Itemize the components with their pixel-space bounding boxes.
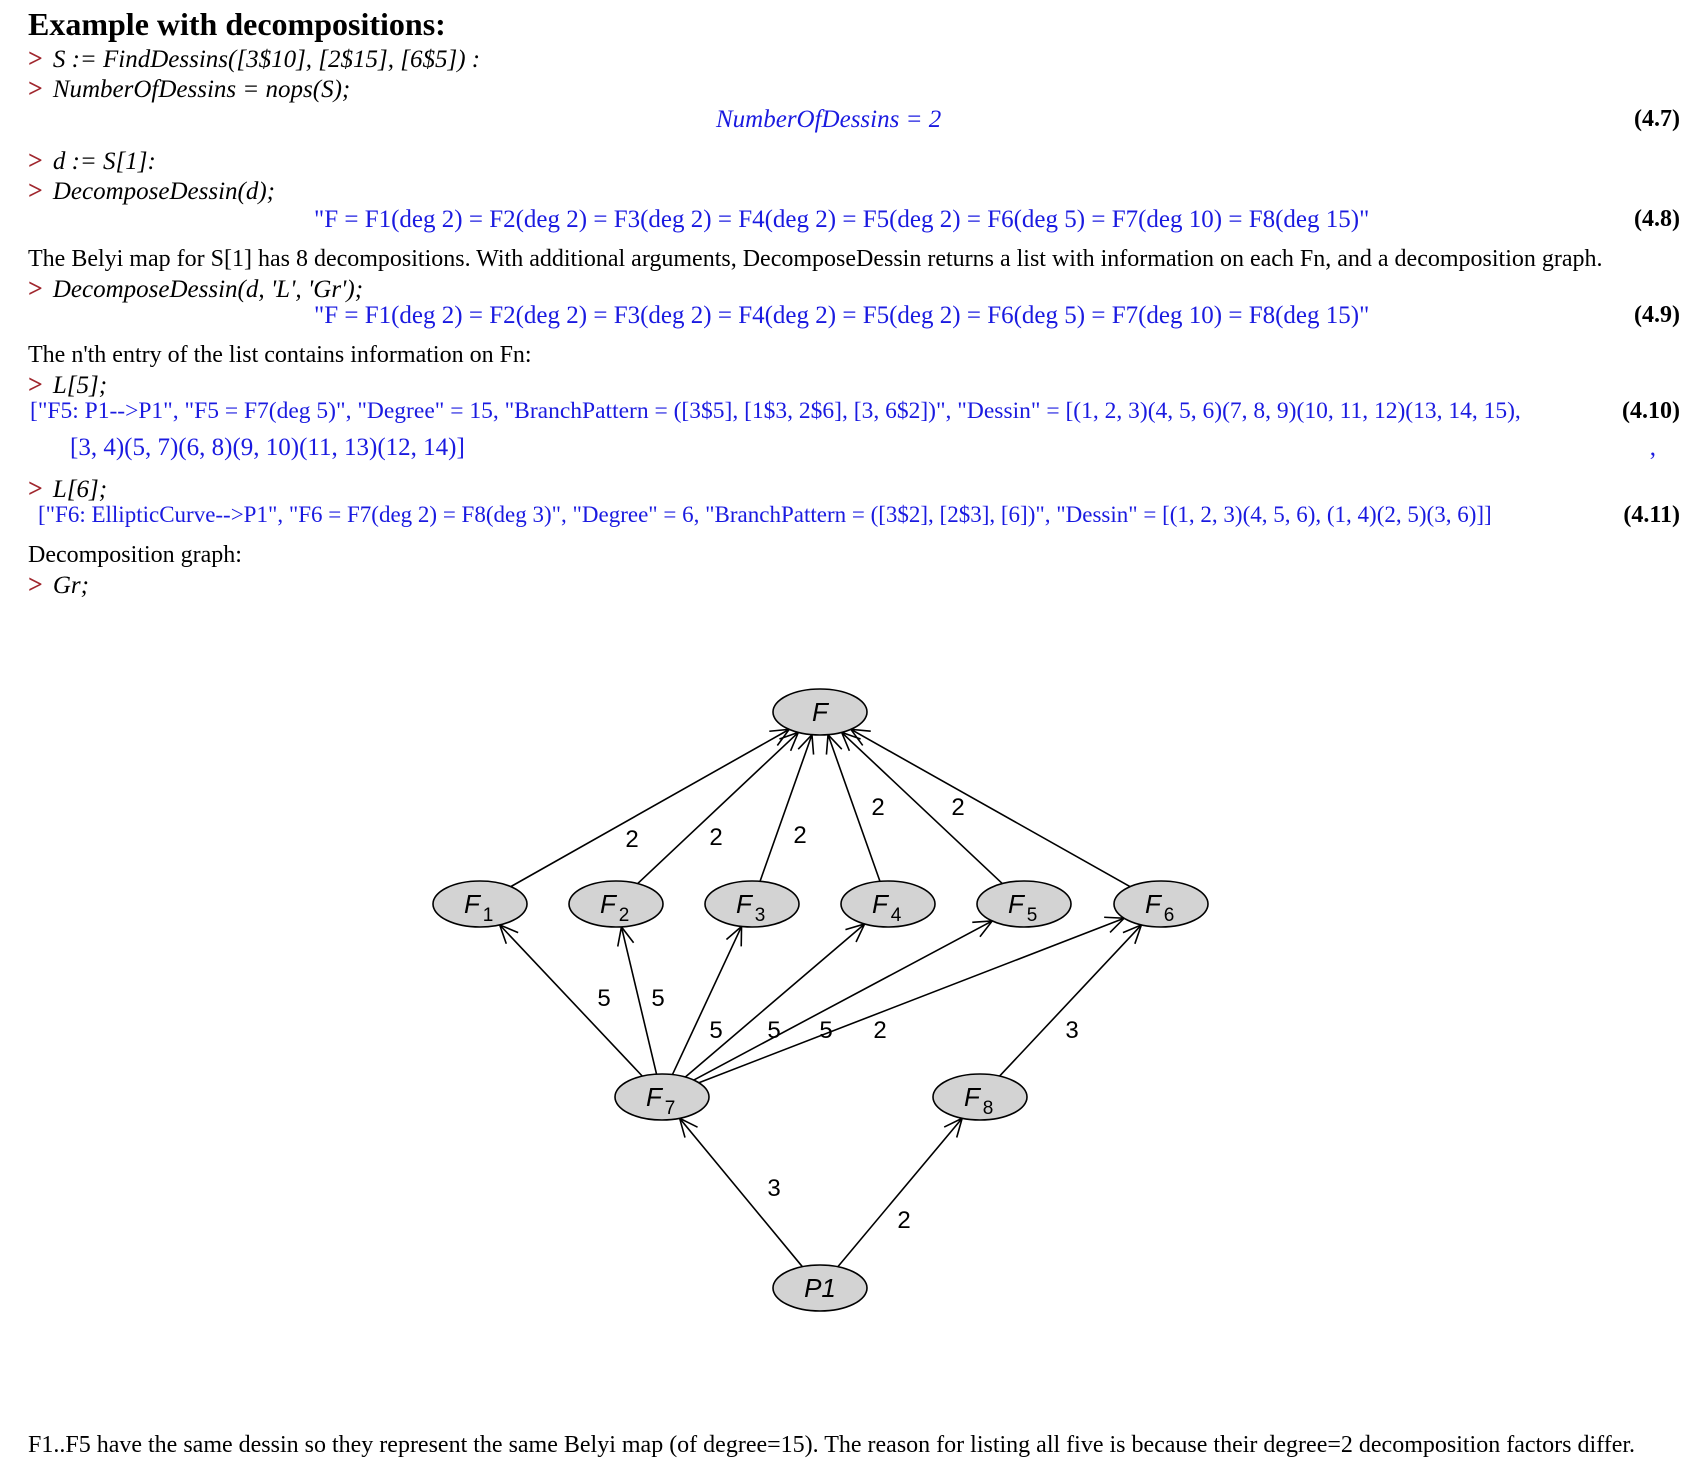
node-label: F xyxy=(964,1082,980,1112)
command-text[interactable]: d := S[1]: xyxy=(52,148,156,175)
output-4-7: NumberOfDessins = 2 xyxy=(716,106,942,133)
explanation-text: The Belyi map for S[1] has 8 decompositions. With additional arguments, DecomposeDessin returns a list with information on each Fn, and a decomposition graph. xyxy=(28,246,1603,272)
output-comma: , xyxy=(1649,434,1656,461)
command-text[interactable]: Gr; xyxy=(52,572,89,599)
graph-edges xyxy=(500,729,1142,1266)
command-text[interactable]: DecomposeDessin(d, 'L', 'Gr'); xyxy=(52,276,364,303)
prompt-symbol: > xyxy=(28,370,43,399)
node-subscript: 1 xyxy=(482,905,494,926)
command-text[interactable]: L[5]; xyxy=(52,372,108,399)
node-subscript: 6 xyxy=(1163,905,1175,926)
output-4-9: "F = F1(deg 2) = F2(deg 2) = F3(deg 2) = F4(deg 2) = F5(deg 2) = F6(deg 5) = F7(deg 10) = F8(deg 15)" xyxy=(314,302,1370,329)
graph-edge-F7-F1 xyxy=(500,925,643,1076)
node-subscript: 3 xyxy=(754,905,766,926)
explanation-text: Decomposition graph: xyxy=(28,542,242,568)
graph-edge-F5-F xyxy=(842,732,1003,883)
graph-node-F5[interactable] xyxy=(977,881,1071,927)
node-label: F xyxy=(1008,889,1024,919)
graph-node-F3[interactable] xyxy=(705,881,799,927)
edge-degree-label: 5 xyxy=(651,985,665,1012)
node-label: F xyxy=(646,1082,662,1112)
equation-label: (4.11) xyxy=(1623,502,1680,528)
prompt-symbol: > xyxy=(28,474,43,503)
graph-edge-F8-F6 xyxy=(1000,925,1142,1076)
node-label: F xyxy=(736,889,752,919)
output-4-8: "F = F1(deg 2) = F2(deg 2) = F3(deg 2) = F4(deg 2) = F5(deg 2) = F6(deg 5) = F7(deg 10) = F8(deg 15)" xyxy=(314,206,1370,233)
node-subscript: 2 xyxy=(618,905,630,926)
edge-degree-label: 5 xyxy=(767,1017,781,1044)
graph-edge-P1-F7 xyxy=(680,1118,803,1266)
prompt-symbol: > xyxy=(28,570,43,599)
graph-edge-P1-F8 xyxy=(838,1118,962,1266)
edge-degree-label: 5 xyxy=(597,985,611,1012)
graph-node-F7[interactable] xyxy=(615,1074,709,1120)
graph-node-F1[interactable] xyxy=(433,881,527,927)
edge-degree-label: 5 xyxy=(709,1017,723,1044)
graph-edge-F1-F xyxy=(511,729,789,886)
edge-degree-label: 2 xyxy=(871,794,885,821)
graph-node-F2[interactable] xyxy=(569,881,663,927)
explanation-text: The n'th entry of the list contains information on Fn: xyxy=(28,342,532,368)
output-4-10-line2: [3, 4)(5, 7)(6, 8)(9, 10)(11, 13)(12, 14)] xyxy=(70,434,465,461)
prompt-symbol: > xyxy=(28,74,43,103)
prompt-symbol: > xyxy=(28,274,43,303)
prompt-symbol: > xyxy=(28,146,43,175)
graph-nodes xyxy=(433,689,1208,1311)
graph-edge-F3-F xyxy=(709,735,813,882)
edge-degree-label: 2 xyxy=(951,794,965,821)
edge-degree-label: 3 xyxy=(1065,1017,1079,1044)
graph-edge-F6-F xyxy=(851,729,1130,886)
output-4-10-line1: ["F5: P1-->P1", "F5 = F7(deg 5)", "Degree" = 15, "BranchPattern = ([3$5], [1$3, 2$6], [3, 6$2])", "Dessin" = [(1, 2, 3)(4, 5, 6)(7, 8, 9)(10, 11, 12)(13, 14, 15), xyxy=(30,398,1521,424)
edge-degree-label: 2 xyxy=(709,824,723,851)
node-subscript: 8 xyxy=(982,1098,994,1119)
node-label: F xyxy=(872,889,888,919)
edge-degree-label: 5 xyxy=(819,1017,833,1044)
equation-label: (4.8) xyxy=(1634,206,1680,232)
edge-degree-label: 2 xyxy=(897,1207,911,1234)
prompt-symbol: > xyxy=(28,176,43,205)
node-label: P1 xyxy=(804,1273,836,1303)
graph-node-F[interactable] xyxy=(773,689,867,735)
prompt-symbol: > xyxy=(28,44,43,73)
graph-node-F6[interactable] xyxy=(1114,881,1208,927)
graph-edge-F7-F2 xyxy=(618,927,665,1074)
node-label: F xyxy=(464,889,480,919)
output-4-11: ["F6: EllipticCurve-->P1", "F6 = F7(deg 2) = F8(deg 3)", "Degree" = 6, "BranchPattern = ([3$2], [2$3], [6])", "Dessin" = [(1, 2, 3)(4, 5, 6), (1, 4)(2, 5)(3, 6)]] xyxy=(38,502,1492,527)
section-heading: Example with decompositions: xyxy=(28,6,446,42)
equation-label: (4.9) xyxy=(1634,302,1680,328)
footer-text: F1..F5 have the same dessin so they represent the same Belyi map (of degree=15). The reason for listing all five is because their degree=2 decomposition factors differ. xyxy=(28,1432,1636,1458)
graph-edge-F7-F6 xyxy=(699,917,1124,1082)
graph-node-F4[interactable] xyxy=(841,881,935,927)
edge-degree-label: 2 xyxy=(873,1017,887,1044)
command-text[interactable]: S := FindDessins([3$10], [2$15], [6$5]) : xyxy=(52,46,481,73)
command-text[interactable]: DecomposeDessin(d); xyxy=(52,178,275,205)
graph-node-F8[interactable] xyxy=(933,1074,1027,1120)
edge-degree-label: 3 xyxy=(767,1175,781,1202)
graph-edge-F7-F5 xyxy=(694,921,992,1080)
edge-degree-label: 2 xyxy=(625,826,639,853)
node-subscript: 7 xyxy=(664,1098,676,1119)
node-label: F xyxy=(1145,889,1161,919)
equation-label: (4.10) xyxy=(1622,398,1680,424)
edge-degree-label: 2 xyxy=(793,822,807,849)
command-text[interactable]: NumberOfDessins = nops(S); xyxy=(52,76,351,103)
graph-node-P1[interactable] xyxy=(773,1265,867,1311)
node-label: F xyxy=(812,697,828,727)
node-subscript: 5 xyxy=(1026,905,1038,926)
node-subscript: 4 xyxy=(890,905,902,926)
command-text[interactable]: L[6]; xyxy=(52,476,108,503)
equation-label: (4.7) xyxy=(1634,106,1680,132)
node-label: F xyxy=(600,889,616,919)
graph-edge-F7-F3 xyxy=(672,926,741,1074)
